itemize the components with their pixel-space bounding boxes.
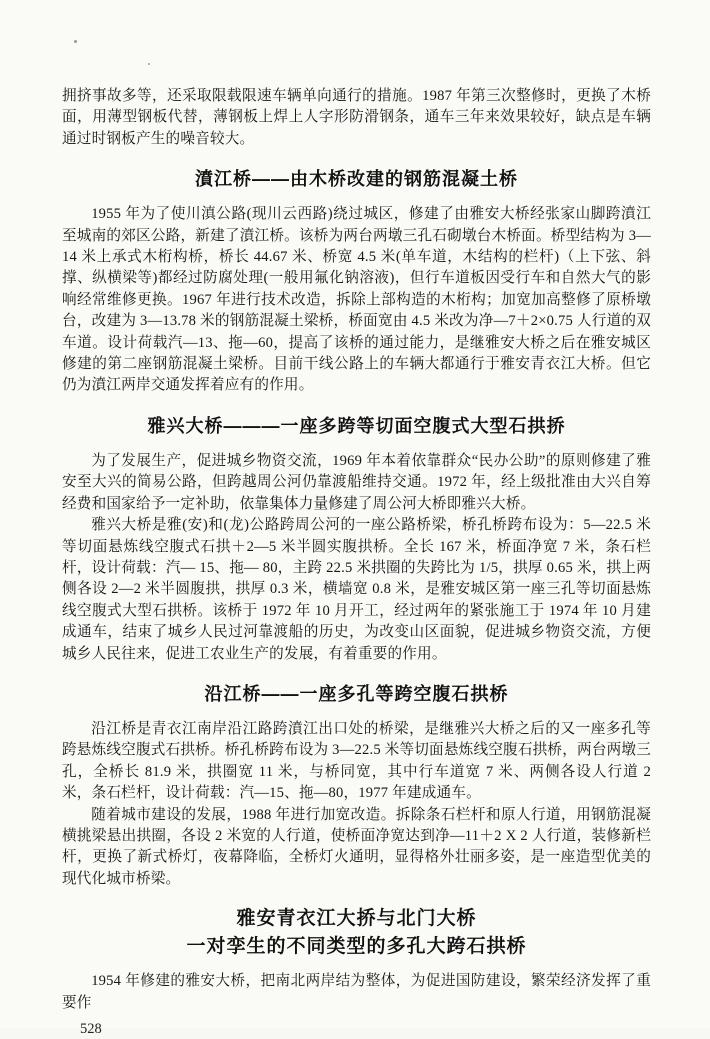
scan-artifact	[148, 63, 150, 65]
page-number: 528	[80, 1021, 102, 1037]
paragraph-yaxing-bridge-1: 为了发展生产，促进城乡物资交流，1969 年本着依靠群众“民办公助”的原则修建了雅安至大兴的简易公路，但跨越周公河仍靠渡船维持交通。1972 年，经上级批准由大兴自筹经费和国家给予一定补助，依靠集体力量修建了周公河大桥即雅兴大桥。	[62, 452, 651, 512]
section-heading-yaxing-bridge: 雅兴大桥———一座多跨等切面空腹式大型石拱挢	[147, 415, 566, 436]
paragraph-continuation: 拥挤事故多等，还采取限载限速车辆单向通行的措施。1987 年第三次整修时，更换了木桥面，用薄型钢板代替，薄钢板上焊上人字形防滑钢条，通车三年来效果较好，缺点是车辆通过时钢板产生的噪音较大。	[62, 88, 651, 147]
paragraph-yaxing-bridge-2: 雅兴大桥是雅(安)和(龙)公路跨周公河的一座公路桥梁，桥孔桥跨布设为：5—22.5 米等切面悬炼线空腹式石拱＋2—5 米半圆实腹拱桥。全长 167 米，桥面净宽 7 米，条石栏杆，设计荷载：汽— 15、拖— 80，主跨 22.5 米拱圈的失跨比为 1/5，拱厚 0.65 米，拱上两侧各设 2—2 米半圆腹拱，拱厚 0.3 米，横墙宽 0.8 米，是雅安城区第一座三孔等切面悬炼线空腹式大型石拱桥。该桥于 1972 年 10 月开工，经过两年的紧张施工于 1974 年 10 月建成通车，结束了城乡人民过河靠渡船的历史，为改变山区面貌，促进城乡物资交流，方便城乡人民往来，促进工农业生产的发展，有着重要的作用。	[62, 517, 651, 662]
section-heading-line-1: 雅安青衣江大挢与北门大桥	[236, 908, 477, 930]
scan-artifact	[74, 40, 77, 43]
paragraph-yanjiang-bridge-1: 沿江桥是青衣江南岸沿江路跨濆江出口处的桥梁，是继雅兴大桥之后的又一座多孔等跨悬炼线空腹式石拱桥。桥孔桥跨布设为 3—22.5 米等切面悬炼线空腹石拱桥，两台两墩三孔，全桥长 81.9 米，拱圈宽 11 米，与桥同宽，其中行车道宽 7 米、两侧各设人行道 2 米，条石栏杆，设计荷载：汽—15、拖—80，1977 年建成通车。	[62, 720, 651, 802]
paragraph-yanjiang-bridge-2: 随着城市建设的发展，1988 年进行加宽改造。拆除条石栏杆和原人行道，用钢筋混凝横挑梁悬出拱圈，各设 2 米宽的人行道，使桥面净宽达到净—11＋2 X 2 人行道，装修新栏杆，更换了新式桥灯，夜幕降临，全桥灯火通明，显得格外壮丽多姿，是一座造型优美的现代化城市桥梁。	[62, 806, 651, 887]
section-heading-fenjiang-bridge: 濆江桥——由木桥改建的钢筋混凝土桥	[195, 169, 518, 190]
section-heading-yanjiang-bridge: 沿江桥——一座多孔等跨空腹石拱桥	[204, 683, 509, 704]
section-heading-line-2: 一对孪生的不同类型的多孔大跨石拱桥	[186, 935, 527, 957]
section-heading-qingyijiang-beimen-bridges	[62, 905, 651, 960]
paragraph-qingyijiang-bridge: 1954 年修建的雅安大桥，把南北两岸结为整体，为促进国防建设，繁荣经济发挥了重要作	[62, 973, 651, 1011]
paragraph-fenjiang-bridge: 1955 年为了使川滇公路(现川云西路)绕过城区，修建了由雅安大桥经张家山脚跨濆江至城南的郊区公路，新建了濆江桥。该桥为两台两墩三孔石砌墩台木桥面。桥型结构为 3—14 米上承式木桁构桥，桥长 44.67 米、桥宽 4.5 米(单车道，木结构的栏杆)（上下弦、斜撑、纵横梁等)都经过防腐处理(一般用氟化钠溶液)，但行车道板因受行车和自然大气的影响经常维修更换。1967 年进行技术改造，拆除上部构造的木桁构；加宽加高整修了原桥墩台，改建为 3—13.78 米的钢筋混凝土梁桥，桥面宽由 4.5 米改为净—7＋2×0.75 人行道的双车道。设计荷载汽—13、拖—60，提高了该桥的通过能力，是继雅安大桥之后在雅安城区修建的第二座钢筋混凝土梁桥。目前干线公路上的车辆大都通行于雅安青衣江大桥。但它仍为濆江两岸交通发挥着应有的作用。	[62, 206, 651, 394]
